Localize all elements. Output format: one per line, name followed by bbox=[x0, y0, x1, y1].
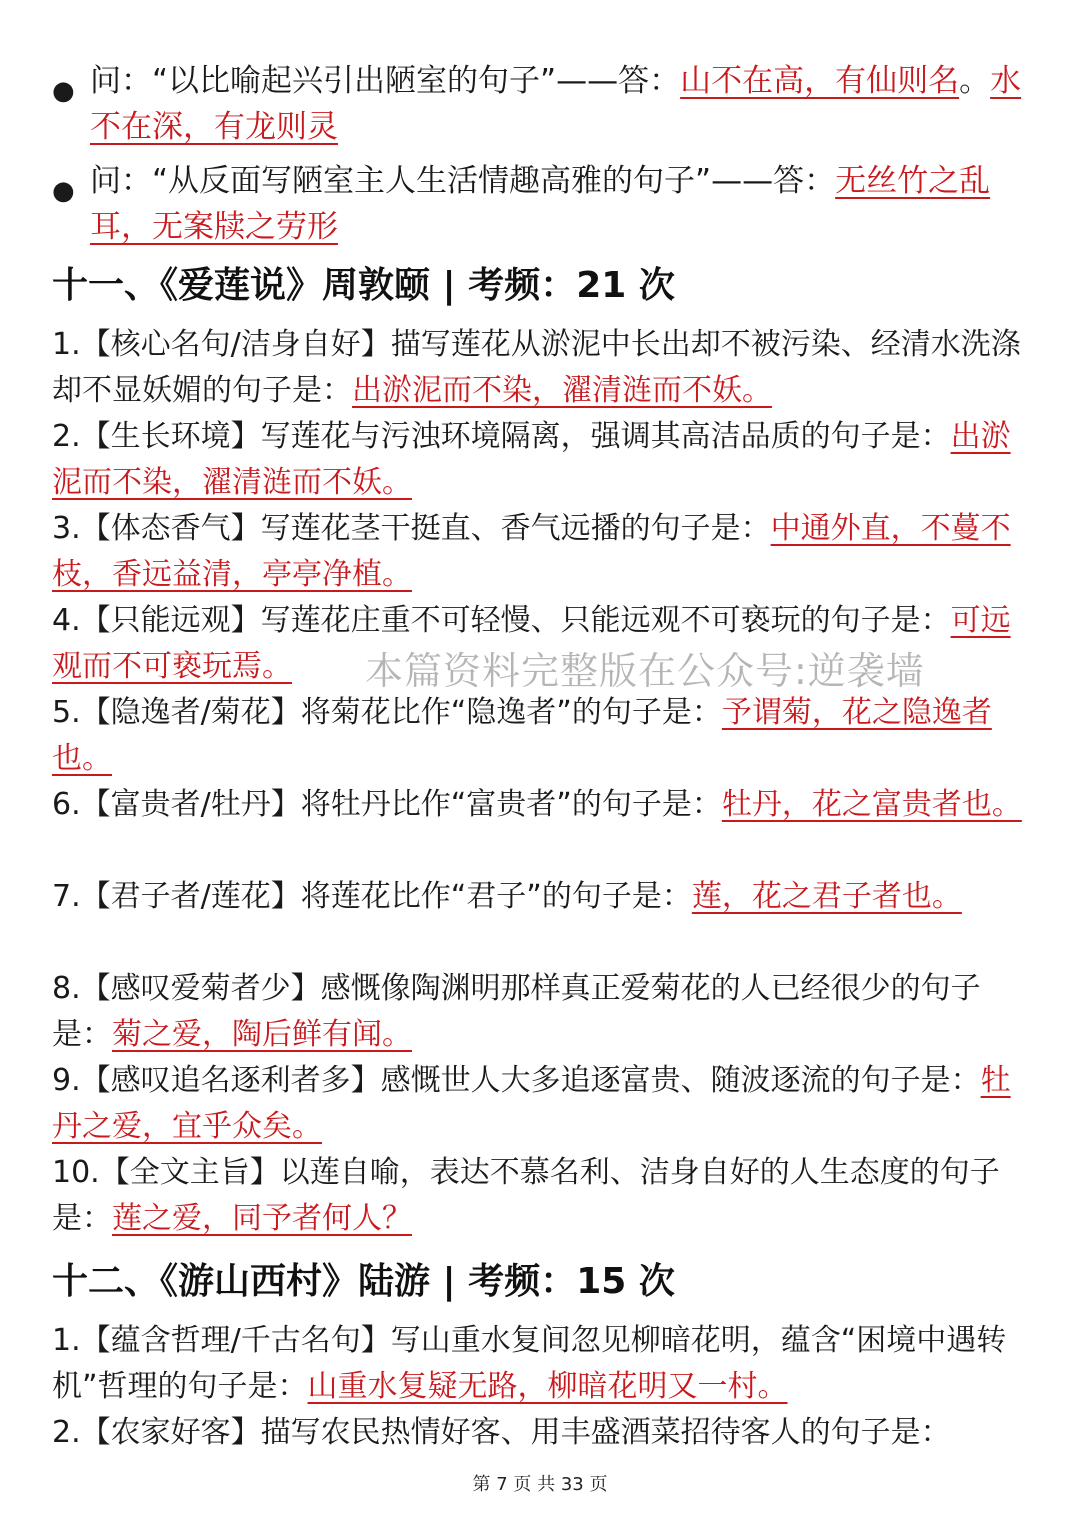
item-number: 8. bbox=[52, 971, 81, 1006]
bullet-answer: 水不在深，有龙则灵 bbox=[90, 63, 1022, 145]
item-answer: 牡丹，花之富贵者也。 bbox=[721, 787, 1022, 822]
item-tag: 【农家好客】 bbox=[80, 1415, 261, 1450]
list-item bbox=[52, 1318, 1032, 1410]
item-number: 2. bbox=[52, 419, 81, 454]
bullet-item bbox=[52, 58, 1042, 150]
list-item bbox=[52, 1150, 1032, 1242]
item-text: 写莲花茎干挺直、香气远播的句子是： bbox=[260, 511, 771, 546]
item-text: 描写莲花从淤泥中长出却不被污染、经清水洗涤却不显妖媚的句子是： bbox=[52, 327, 1021, 408]
item-answer: 予谓菊，花之隐逸者也。 bbox=[52, 695, 992, 776]
list-item bbox=[52, 1058, 1032, 1150]
item-answer: 出淤泥而不染，濯清涟而不妖。 bbox=[352, 373, 772, 408]
item-number: 1. bbox=[52, 327, 81, 362]
item-text: 以莲自喻，表达不慕名利、洁身自好的人生态度的句子是： bbox=[52, 1155, 1000, 1236]
page-footer: 第 7 页 共 33 页 bbox=[472, 1474, 608, 1495]
bullet-question: 问：“从反面写陋室主人生活情趣高雅的句子”——答： bbox=[90, 163, 836, 199]
list-item bbox=[52, 690, 1032, 782]
item-number: 5. bbox=[52, 695, 81, 730]
item-number: 9. bbox=[52, 1063, 81, 1098]
bullet-separator: 。 bbox=[959, 63, 991, 99]
bullet-item bbox=[52, 158, 1042, 250]
item-tag: 【感叹爱菊者少】 bbox=[80, 971, 321, 1006]
item-number: 2. bbox=[52, 1415, 81, 1450]
item-number: 7. bbox=[52, 879, 81, 914]
bullet-answer: 无丝竹之乱耳，无案牍之劳形 bbox=[90, 163, 991, 245]
list-item bbox=[52, 1410, 1032, 1456]
section-title: 十一、《爱莲说》周敦颐 | 考频：21 次 bbox=[52, 265, 675, 306]
item-text: 写莲花庄重不可轻慢、只能远观不可亵玩的句子是： bbox=[260, 603, 951, 638]
list-item bbox=[52, 782, 1032, 828]
item-answer: 莲，花之君子者也。 bbox=[691, 879, 962, 914]
bullet-dot-icon: ● bbox=[52, 76, 75, 106]
list-item bbox=[52, 966, 1032, 1058]
list-item bbox=[52, 414, 1032, 506]
section-title: 十二、《游山西村》陆游 | 考频：15 次 bbox=[52, 1261, 675, 1302]
item-answer: 莲之爱，同予者何人？ bbox=[112, 1201, 412, 1236]
item-text: 写莲花与污浊环境隔离，强调其高洁品质的句子是： bbox=[260, 419, 951, 454]
item-tag: 【君子者/莲花】 bbox=[80, 879, 301, 914]
item-text: 将莲花比作“君子”的句子是： bbox=[300, 879, 692, 914]
item-answer: 可远观而不可亵玩焉。 bbox=[52, 603, 1011, 684]
item-tag: 【核心名句/洁身自好】 bbox=[80, 327, 391, 362]
item-tag: 【生长环境】 bbox=[80, 419, 261, 454]
item-tag: 【蕴含哲理/千古名句】 bbox=[80, 1323, 391, 1358]
item-answer: 牡丹之爱，宜乎众矣。 bbox=[52, 1063, 1011, 1144]
item-text: 感慨世人大多追逐富贵、随波逐流的句子是： bbox=[380, 1063, 981, 1098]
item-tag: 【只能远观】 bbox=[80, 603, 261, 638]
item-tag: 【全文主旨】 bbox=[99, 1155, 280, 1190]
item-number: 4. bbox=[52, 603, 81, 638]
watermark-text: 本篇资料完整版在公众号:逆袭墙 bbox=[365, 649, 925, 693]
item-number: 6. bbox=[52, 787, 81, 822]
list-item bbox=[52, 506, 1032, 598]
item-answer: 山重水复疑无路，柳暗花明又一村。 bbox=[307, 1369, 788, 1404]
item-tag: 【体态香气】 bbox=[80, 511, 261, 546]
item-answer: 菊之爱，陶后鲜有闻。 bbox=[112, 1017, 412, 1052]
bullet-text bbox=[52, 158, 1042, 250]
bullet-dot-icon: ● bbox=[52, 176, 75, 206]
item-answer: 中通外直，不蔓不枝，香远益清，亭亭净植。 bbox=[52, 511, 1011, 592]
item-tag: 【隐逸者/菊花】 bbox=[80, 695, 301, 730]
item-text: 将菊花比作“隐逸者”的句子是： bbox=[300, 695, 722, 730]
bullet-answer: 山不在高，有仙则名 bbox=[680, 63, 960, 99]
bullet-question: 问：“以比喻起兴引出陋室的句子”——答： bbox=[90, 63, 681, 99]
bullet-text bbox=[52, 58, 1042, 150]
item-text: 写山重水复间忽见柳暗花明，蕴含“困境中遇转机”哲理的句子是： bbox=[52, 1323, 1007, 1404]
item-tag: 【富贵者/牡丹】 bbox=[80, 787, 301, 822]
item-text: 将牡丹比作“富贵者”的句子是： bbox=[300, 787, 722, 822]
item-number: 1. bbox=[52, 1323, 81, 1358]
item-number: 3. bbox=[52, 511, 81, 546]
item-text: 感慨像陶渊明那样真正爱菊花的人已经很少的句子是： bbox=[52, 971, 981, 1052]
item-number: 10. bbox=[52, 1155, 100, 1190]
item-tag: 【感叹追名逐利者多】 bbox=[80, 1063, 381, 1098]
list-item bbox=[52, 322, 1032, 414]
item-text: 描写农民热情好客、用丰盛酒菜招待客人的句子是： bbox=[260, 1415, 951, 1450]
list-item bbox=[52, 874, 1032, 920]
item-answer: 出淤泥而不染，濯清涟而不妖。 bbox=[52, 419, 1011, 500]
